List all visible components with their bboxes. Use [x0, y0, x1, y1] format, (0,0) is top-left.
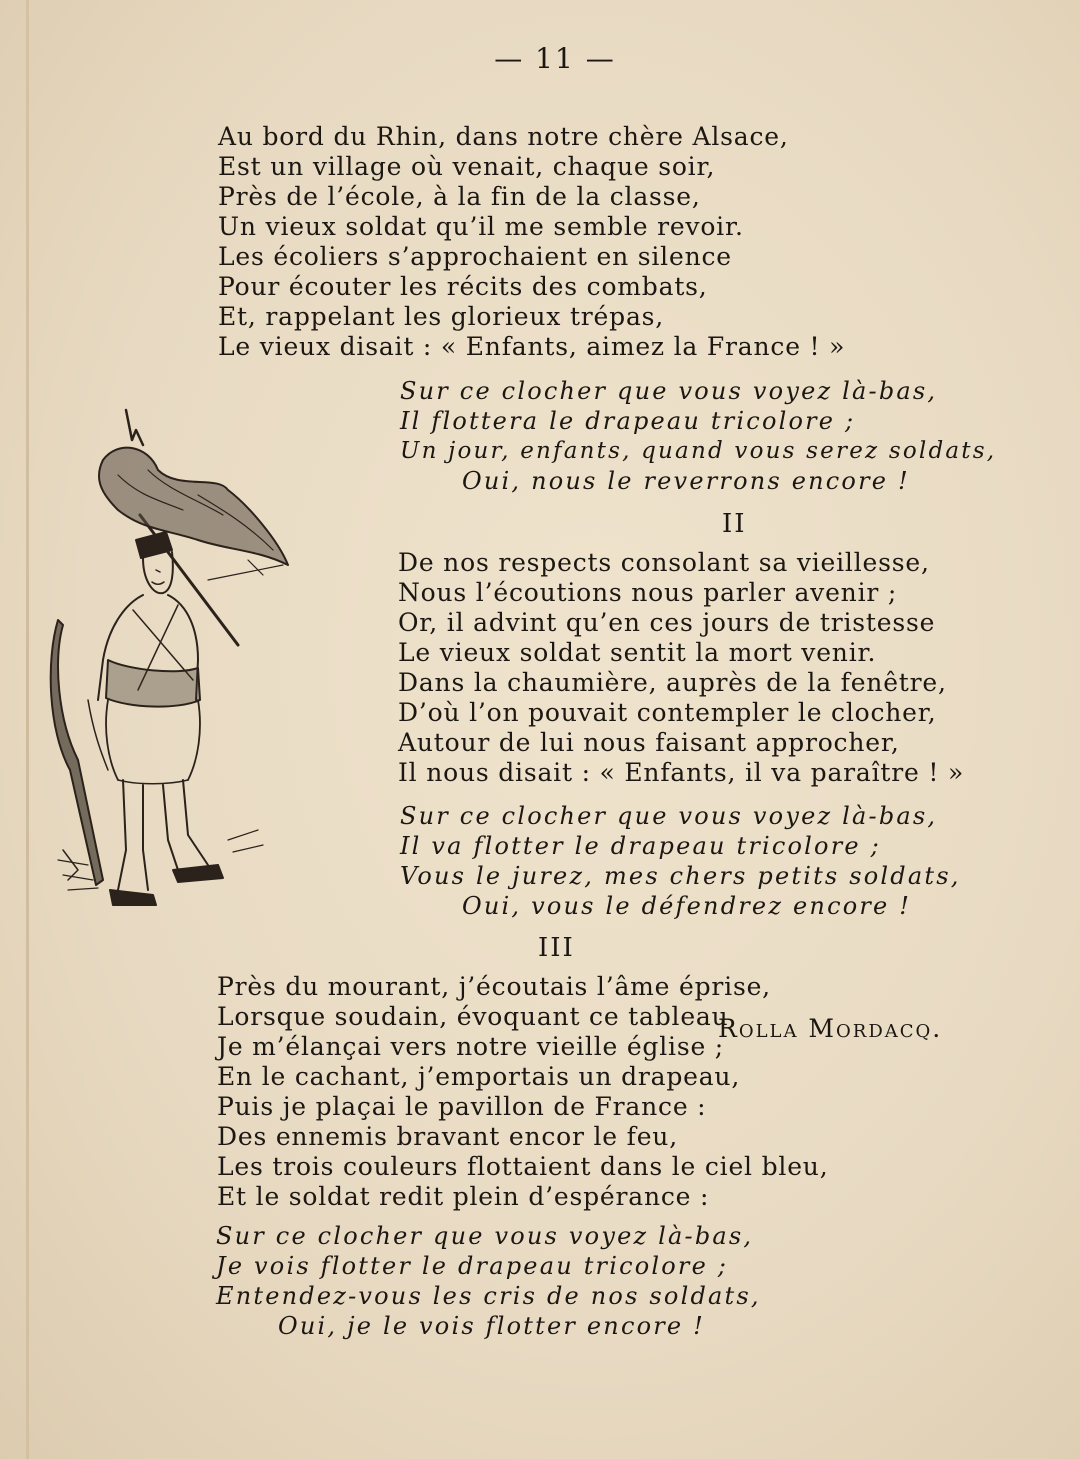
- refrain-line: Il va flotter le drapeau tricolore ;: [400, 832, 881, 860]
- refrain-line: Oui, nous le reverrons encore !: [462, 467, 910, 495]
- refrain-line: Oui, je le vois flotter encore !: [278, 1312, 705, 1340]
- verse-line: Et le soldat redit plein d’espérance :: [217, 1182, 710, 1211]
- verse-line: D’où l’on pouvait contempler le clocher,: [398, 698, 937, 727]
- verse-line: Nous l’écoutions nous parler avenir ;: [398, 578, 898, 607]
- refrain-1: [400, 376, 996, 496]
- refrain-line: Sur ce clocher que vous voyez là-bas,: [400, 377, 938, 405]
- verse-line: Le vieux disait : « Enfants, aimez la France ! »: [218, 332, 846, 361]
- refrain-2: [400, 801, 961, 921]
- stanza-numeral-3: III: [538, 933, 575, 963]
- verse-line: Il nous disait : « Enfants, il va paraître ! »: [398, 758, 965, 787]
- verse-line: Et, rappelant les glorieux trépas,: [218, 302, 665, 331]
- verse-line: En le cachant, j’emportais un drapeau,: [217, 1062, 741, 1091]
- verse-line: Pour écouter les récits des combats,: [218, 272, 708, 301]
- verse-line: Or, il advint qu’en ces jours de tristesse: [398, 608, 936, 637]
- verse-line: Les écoliers s’approchaient en silence: [218, 242, 732, 271]
- stanza-numeral-2: II: [722, 509, 747, 539]
- verse-line: Au bord du Rhin, dans notre chère Alsace,: [218, 122, 789, 151]
- stanza-3: [217, 972, 828, 1212]
- refrain-line: Sur ce clocher que vous voyez là-bas,: [400, 802, 938, 830]
- refrain-line: Vous le jurez, mes chers petits soldats,: [400, 862, 961, 890]
- refrain-line: Un jour, enfants, quand vous serez soldats,: [400, 438, 997, 464]
- verse-line: Le vieux soldat sentit la mort venir.: [398, 638, 877, 667]
- refrain-3: [216, 1221, 761, 1341]
- soldier-illustration: [48, 400, 298, 920]
- verse-line: Les trois couleurs flottaient dans le ciel bleu,: [217, 1152, 829, 1181]
- verse-line: Lorsque soudain, évoquant ce tableau,: [217, 1002, 738, 1031]
- page-fold-edge: [26, 0, 29, 1459]
- refrain-line: Sur ce clocher que vous voyez là-bas,: [216, 1222, 754, 1250]
- verse-line: Puis je plaçai le pavillon de France :: [217, 1092, 707, 1121]
- author-signature: Rolla Mordacq.: [718, 1014, 943, 1043]
- verse-line: Près de l’école, à la fin de la classe,: [218, 182, 701, 211]
- verse-line: Je m’élançai vers notre vieille église ;: [217, 1032, 725, 1061]
- verse-line: Dans la chaumière, auprès de la fenêtre,: [398, 668, 947, 697]
- refrain-line: Oui, vous le défendrez encore !: [462, 892, 912, 920]
- refrain-line: Entendez-vous les cris de nos soldats,: [216, 1282, 761, 1310]
- refrain-line: Il flottera le drapeau tricolore ;: [400, 407, 856, 435]
- verse-line: Près du mourant, j’écoutais l’âme éprise,: [217, 972, 771, 1001]
- verse-line: Est un village où venait, chaque soir,: [218, 152, 716, 181]
- verse-line: Un vieux soldat qu’il me semble revoir.: [218, 212, 744, 241]
- refrain-line: Je vois flotter le drapeau tricolore ;: [216, 1252, 729, 1280]
- stanza-1: [218, 122, 845, 362]
- page-number: — 11 —: [494, 42, 616, 75]
- stanza-2: [398, 548, 964, 788]
- verse-line: De nos respects consolant sa vieillesse,: [398, 548, 930, 577]
- verse-line: Autour de lui nous faisant approcher,: [398, 728, 900, 757]
- verse-line: Des ennemis bravant encor le feu,: [217, 1122, 678, 1151]
